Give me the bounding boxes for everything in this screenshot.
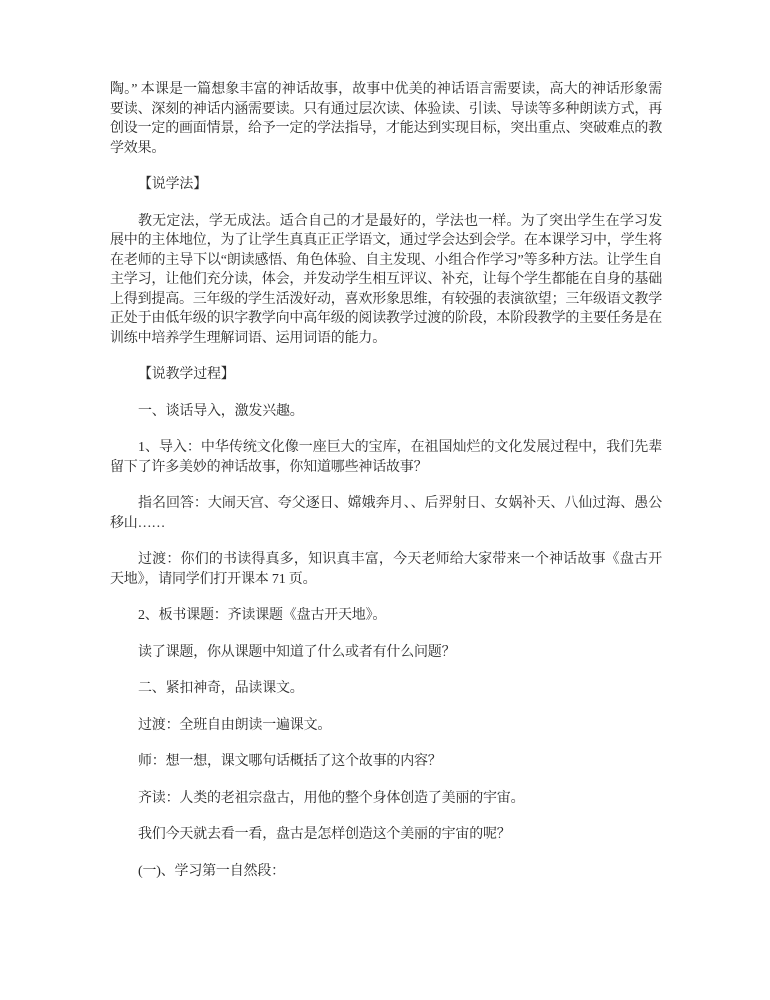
paragraph-lesson-analysis-continuation: 陶。” 本课是一篇想象丰富的神话故事，故事中优美的神话语言需要读，高大的神话形象需要读、深刻的神话内涵需要读。只有通过层次读、体验读、引读、导读等多种朗读方式，再创设一定的画面情景，给予一定的学法指导，才能达到实现目标，突出重点、突破难点的教学效果。 xyxy=(110,82,662,156)
paragraph-guiding-question: 我们今天就去看一看，盘古是怎样创造这个美丽的宇宙的呢？ xyxy=(138,827,511,842)
document-body xyxy=(110,80,662,881)
paragraph-transition-book-page: 过渡：你们的书读得真多，知识真丰富，今天老师给大家带来一个神话故事《盘古开天地》，请同学们打开课本 71 页。 xyxy=(110,552,662,587)
paragraph-study-method: 教无定法，学无成法。适合自己的才是最好的，学法也一样。为了突出学生在学习发展中的主体地位，为了让学生真真正正学语文，通过学会达到会学。在本课学习中，学生将在老师的主导下以“朗读感悟、角色体验、自主发现、小组合作学习”等多种方法。让学生自主学习，让他们充分读，体会，并发动学生相互评议、补充，让每个学生都能在自身的基础上得到提高。三年级的学生活泼好动，喜欢形象思维，有较强的表演欲望；三年级语文教学正处于由低年级的识字教学向中高年级的阅读教学过渡的阶段，本阶段教学的主要任务是在训练中培养学生理解词语、运用词语的能力。 xyxy=(110,213,662,346)
heading-step-two-reading: 二、紧扣神奇，品读课文。 xyxy=(138,681,304,696)
heading-step-one-introduction: 一、谈话导入，激发兴趣。 xyxy=(138,403,304,419)
paragraph-title-question: 读了课题，你从课题中知道了什么或者有什么问题？ xyxy=(138,644,456,660)
paragraph-lead-in: 1、导入：中华传统文化像一座巨大的宝库，在祖国灿烂的文化发展过程中，我们先辈留下了许多美妙的神话故事，你知道哪些神话故事？ xyxy=(110,440,662,475)
paragraph-transition-free-reading: 过渡：全班自由朗读一遍课文。 xyxy=(138,717,332,733)
paragraph-teacher-question: 师：想一想，课文哪句话概括了这个故事的内容？ xyxy=(138,754,442,769)
heading-first-natural-paragraph: (一)、学习第一自然段： xyxy=(138,863,285,879)
paragraph-board-title: 2、板书课题：齐读课题《盘古开天地》。 xyxy=(138,608,387,623)
heading-study-method: 【说学法】 xyxy=(138,177,207,192)
heading-teaching-process: 【说教学过程】 xyxy=(138,367,235,382)
paragraph-choral-reading: 齐读：人类的老祖宗盘古，用他的整个身体创造了美丽的宇宙。 xyxy=(138,790,525,806)
paragraph-named-answers: 指名回答：大闹天宫、夸父逐日、嫦娥奔月、、后羿射日、女娲补天、八仙过海、愚公移山…… xyxy=(110,496,662,531)
